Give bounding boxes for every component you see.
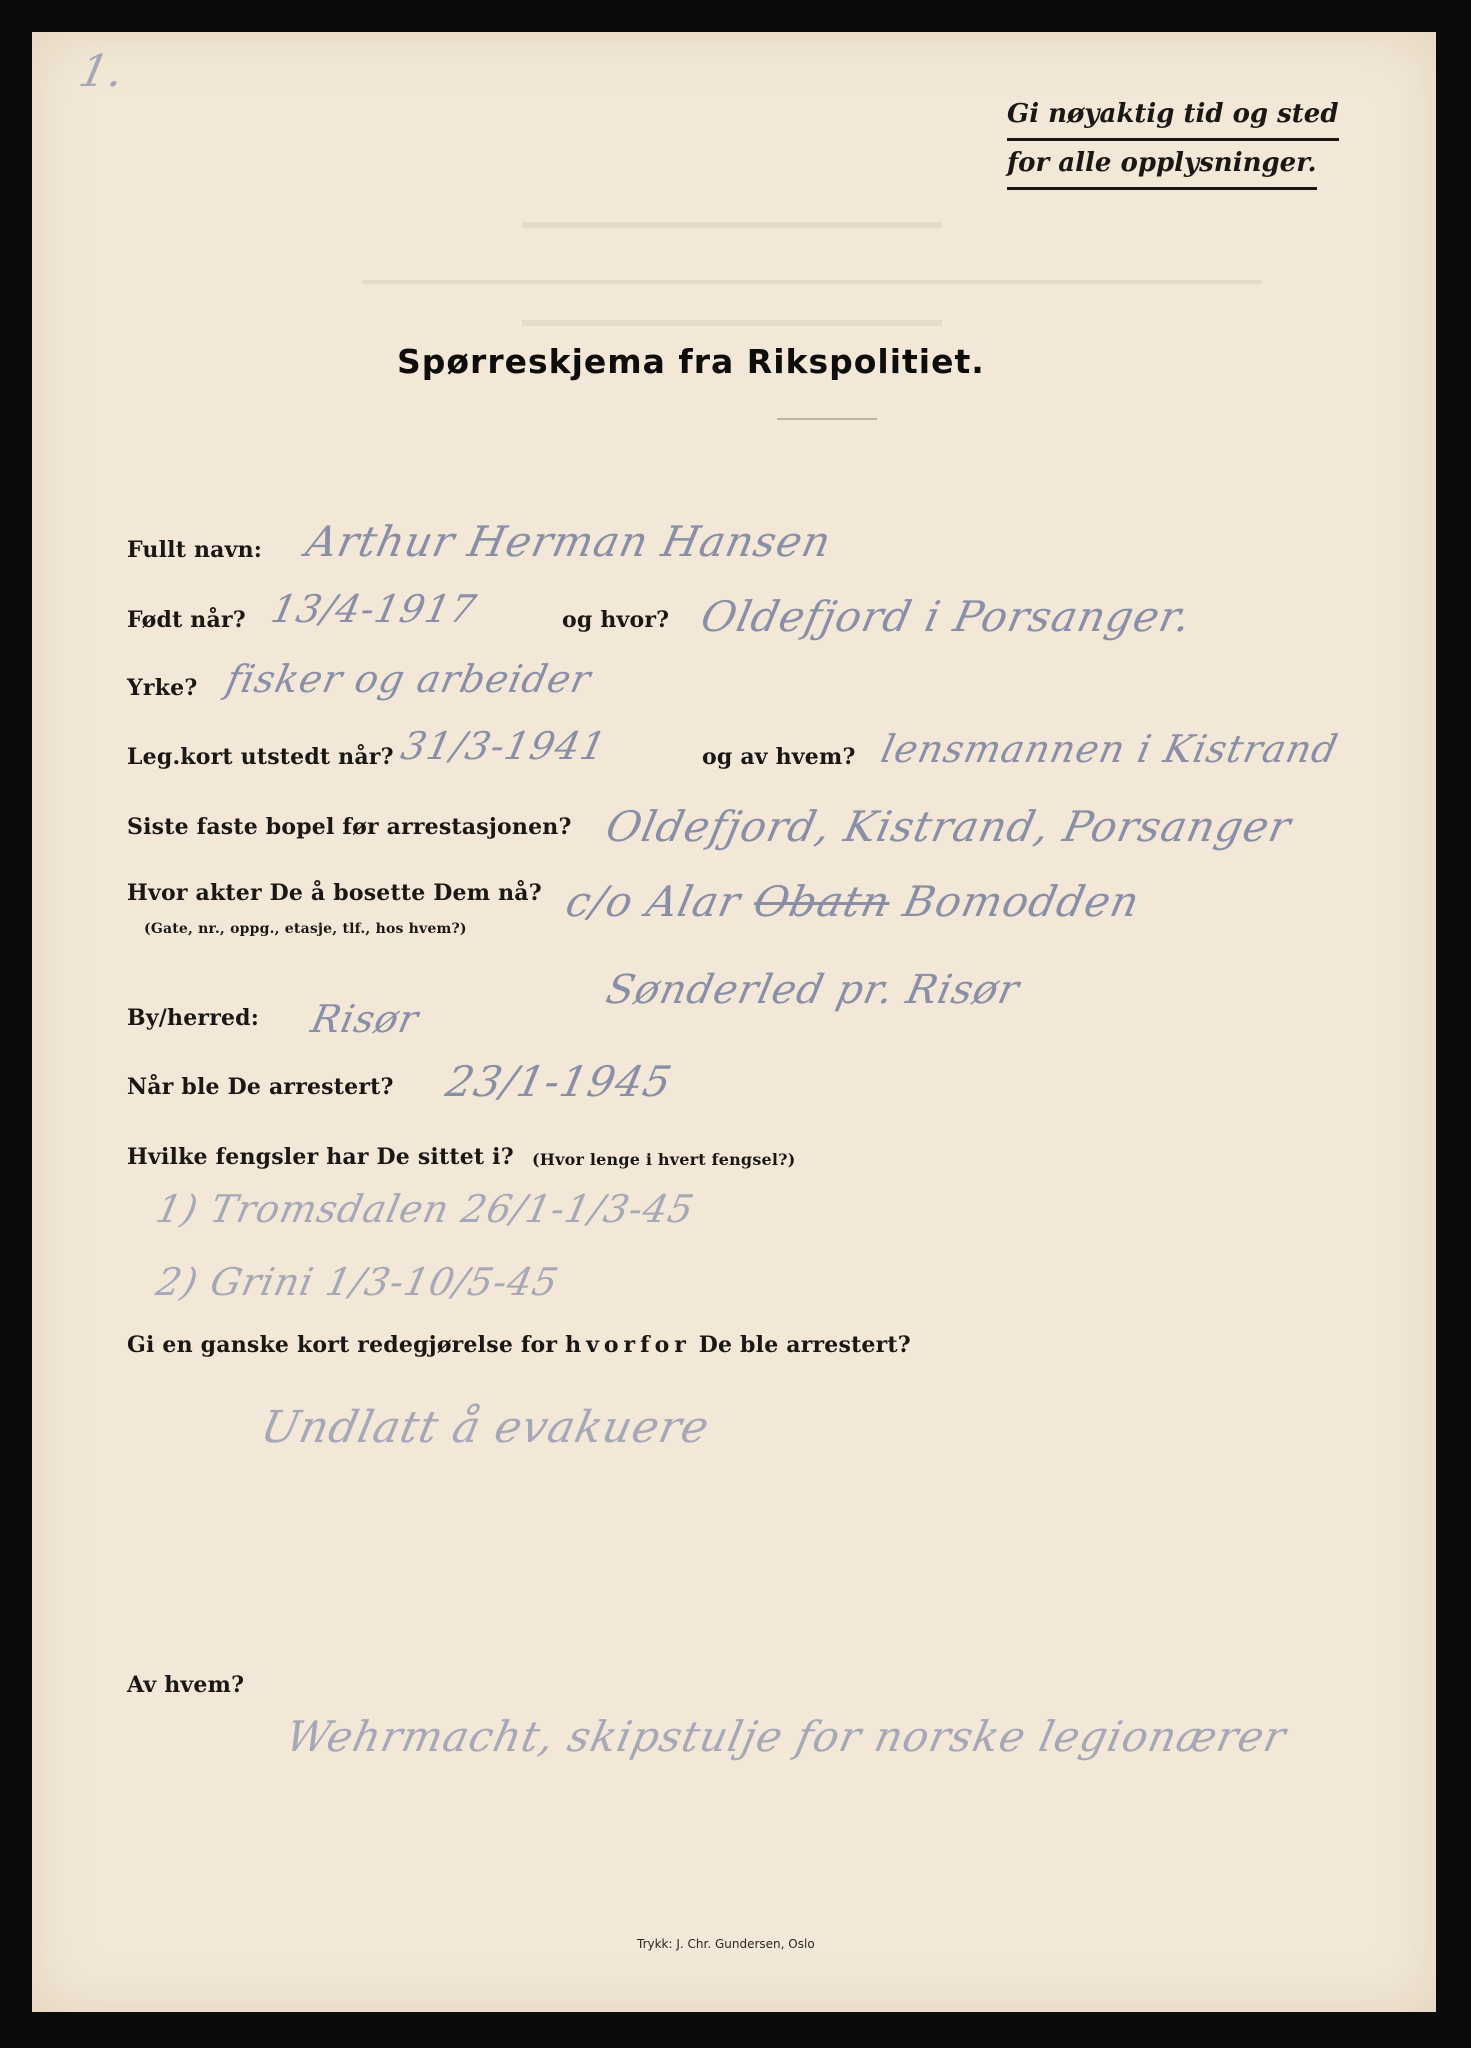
full-name-value: Arthur Herman Hansen	[301, 517, 837, 566]
last-residence-value: Oldefjord, Kistrand, Porsanger	[601, 802, 1296, 851]
settle-label: Hvor akter De å bosette Dem nå?	[127, 880, 542, 906]
town-value: Risør	[307, 997, 423, 1041]
prison-entry-2: 2) Grini 1/3-10/5-45	[152, 1260, 563, 1304]
settle-struck-text: Obatn	[749, 877, 896, 926]
full-name-label: Fullt navn:	[127, 537, 263, 563]
reason-label-emphasis: hvorfor	[565, 1332, 691, 1358]
id-card-by-label: og av hvem?	[702, 744, 856, 770]
town-label: By/herred:	[127, 1005, 260, 1031]
instruction-line-1: Gi nøyaktig tid og sted	[1007, 92, 1339, 141]
corner-mark: 1.	[74, 46, 130, 97]
id-card-when-label: Leg.kort utstedt når?	[127, 744, 394, 770]
born-where-value: Oldefjord i Porsanger.	[696, 592, 1196, 641]
reason-value: Undlatt å evakuere	[256, 1402, 715, 1453]
reason-label-pre: Gi en ganske kort redegjørelse for	[127, 1332, 558, 1358]
occupation-value: fisker og arbeider	[222, 657, 596, 701]
arrested-when-label: Når ble De arrestert?	[127, 1074, 394, 1100]
reason-label-post: De ble arrestert?	[698, 1332, 911, 1358]
form-title: Spørreskjema fra Rikspolitiet.	[397, 342, 985, 381]
occupation-label: Yrke?	[127, 675, 198, 701]
born-when-value: 13/4-1917	[267, 587, 481, 631]
arrested-when-value: 23/1-1945	[441, 1057, 677, 1106]
settle-sublabel: (Gate, nr., oppg., etasje, tlf., hos hvem?)	[144, 921, 467, 937]
prisons-label: Hvilke fengsler har De sittet i?	[127, 1144, 514, 1170]
reason-label	[127, 1332, 911, 1358]
by-whom-value: Wehrmacht, skipstulje for norske legionærer	[281, 1712, 1291, 1761]
id-card-by-value: lensmannen i Kistrand	[877, 727, 1343, 771]
by-whom-label: Av hvem?	[127, 1672, 245, 1698]
questionnaire-sheet	[32, 32, 1436, 2012]
born-where-label: og hvor?	[562, 607, 670, 633]
title-divider	[777, 418, 877, 420]
prison-entry-1: 1) Tromsdalen 26/1-1/3-45	[152, 1187, 699, 1231]
born-when-label: Født når?	[127, 607, 246, 633]
settle-value-line1	[562, 877, 1145, 926]
settle-value-line2: Sønderled pr. Risør	[602, 967, 1024, 1013]
id-card-when-value: 31/3-1941	[397, 724, 611, 768]
settle-value1: Bomodden	[899, 877, 1145, 926]
printer-footer: Trykk: J. Chr. Gundersen, Oslo	[637, 1937, 815, 1951]
prisons-sublabel: (Hvor lenge i hvert fengsel?)	[532, 1150, 796, 1169]
settle-prefix: c/o Alar	[561, 877, 746, 926]
instruction-note	[1007, 92, 1339, 190]
instruction-line-2: for alle opplysninger.	[1007, 141, 1317, 190]
last-residence-label: Siste faste bopel før arrestasjonen?	[127, 814, 572, 840]
